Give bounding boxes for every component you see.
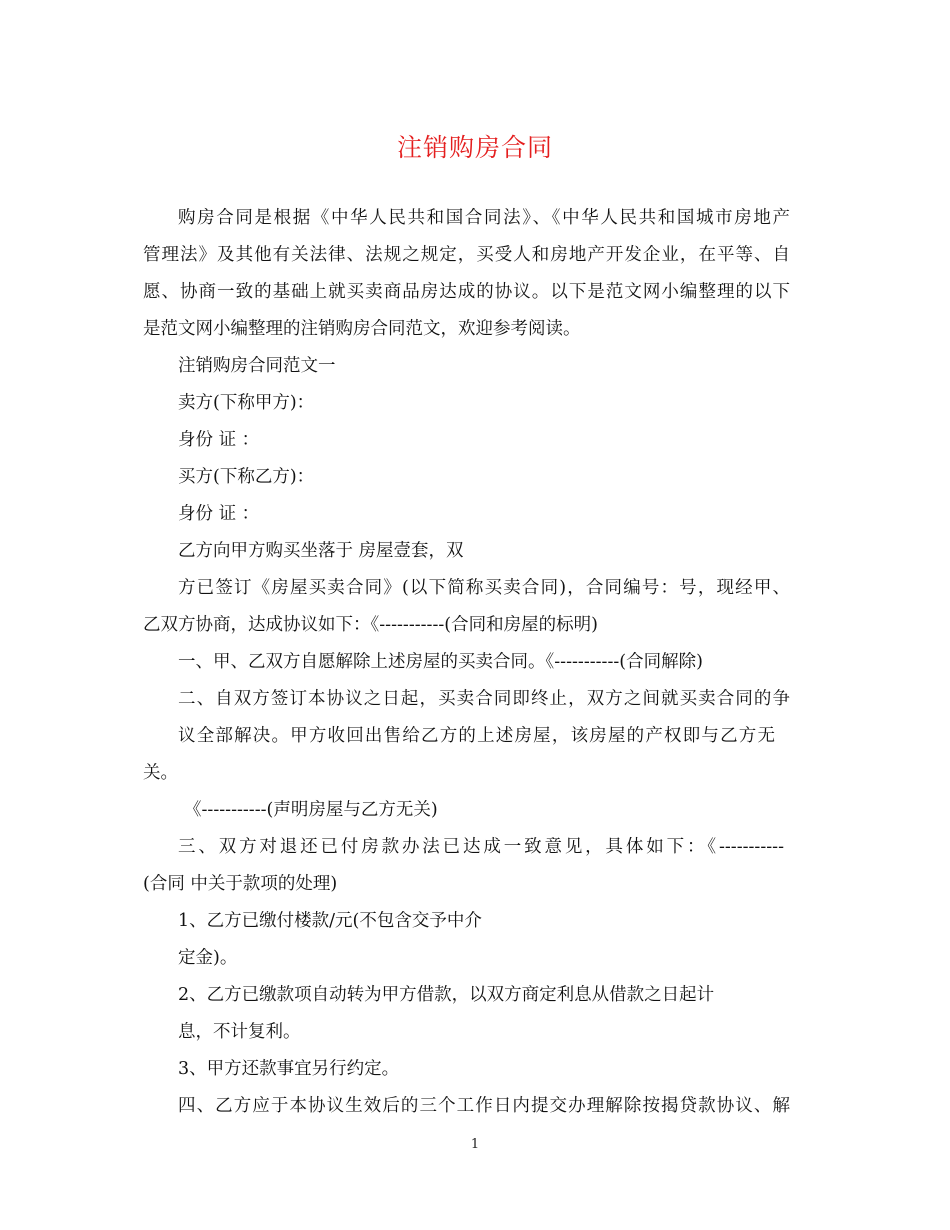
clause-line: 议全部解决。甲方收回出售给乙方的上述房屋，该房屋的产权即与乙方无 [178, 726, 775, 746]
clause-line: 一、甲、乙双方自愿解除上述房屋的买卖合同。《-----------(合同解除) [178, 652, 703, 672]
clause-line: 《-----------(声明房屋与乙方无关) [184, 800, 438, 820]
clause-line: 1、乙方已缴付楼款/元(不包含交予中介 [178, 911, 482, 931]
clause-line: 定金)。 [178, 948, 238, 968]
clause-line: 四、乙方应于本协议生效后的三个工作日内提交办理解除按揭贷款协议、解 [178, 1096, 790, 1116]
buyer-id-label: 身份 证 ： [178, 504, 260, 524]
section-heading: 注销购房合同范文一 [178, 356, 336, 376]
buyer-label: 买方(下称乙方)： [178, 467, 315, 487]
clause-line: 3、甲方还款事宜另行约定。 [178, 1059, 400, 1079]
page-number: 1 [470, 1137, 480, 1152]
seller-label: 卖方(下称甲方)： [178, 393, 315, 413]
paragraph-line: 乙双方协商，达成协议如下：《-----------(合同和房屋的标明) [143, 615, 598, 635]
clause-line: 2、乙方已缴款项自动转为甲方借款，以双方商定利息从借款之日起计 [178, 985, 715, 1005]
document-title: 注销购房合同 [396, 133, 553, 162]
paragraph-line: 购房合同是根据《中华人民共和国合同法》、《中华人民共和国城市房地产 [178, 208, 790, 228]
clause-line: (合同 中关于款项的处理) [143, 874, 338, 894]
paragraph-line: 管理法》及其他有关法律、法规之规定，买受人和房地产开发企业，在平等、自 [143, 245, 790, 265]
paragraph-line: 愿、协商一致的基础上就买卖商品房达成的协议。以下是范文网小编整理的以下 [143, 282, 790, 302]
clause-line: 息，不计复利。 [178, 1022, 301, 1042]
clause-line: 二、自双方签订本协议之日起，买卖合同即终止，双方之间就买卖合同的争 [178, 689, 790, 709]
clause-line: 关。 [143, 763, 178, 783]
clause-line: 三、双方对退还已付房款办法已达成一致意见，具体如下：《----------- [178, 837, 784, 857]
paragraph-line: 是范文网小编整理的注销购房合同范文，欢迎参考阅读。 [143, 319, 581, 339]
paragraph-line: 乙方向甲方购买坐落于 房屋壹套，双 [178, 541, 464, 561]
paragraph-line: 方已签订《房屋买卖合同》(以下简称买卖合同)，合同编号：号，现经甲、 [178, 578, 790, 598]
seller-id-label: 身份 证 ： [178, 430, 260, 450]
